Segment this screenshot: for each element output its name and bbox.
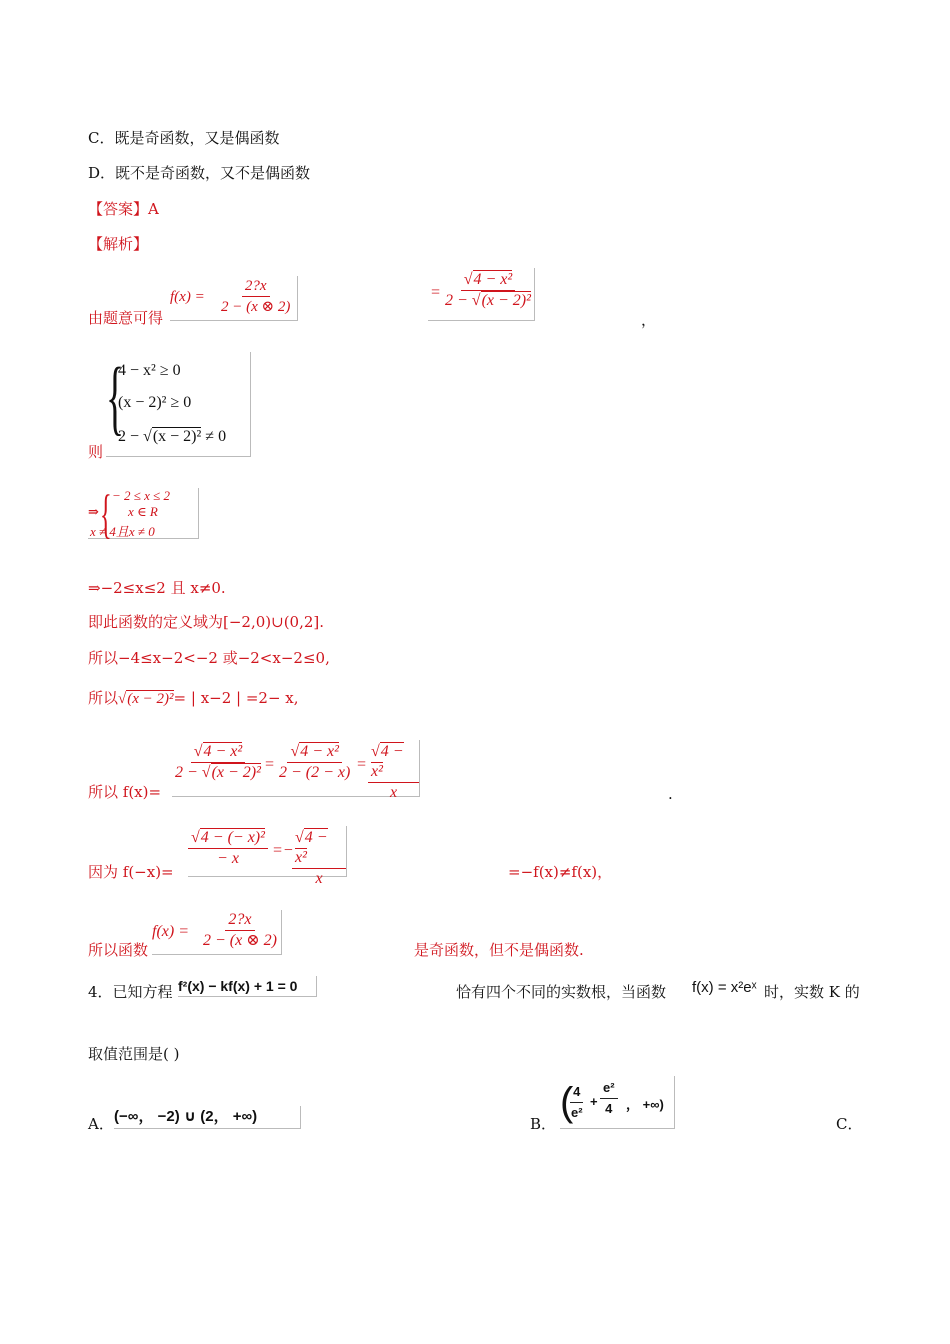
fraction-numerator: 2?x bbox=[242, 276, 270, 297]
sqrt-simplification: 所以√(x − 2)²= | x−2 | =2− x, bbox=[88, 689, 299, 707]
domain-statement: 即此函数的定义域为[−2,0)∪(0,2]. bbox=[88, 613, 325, 631]
option-a-value: (−∞， −2) ∪ (2， +∞) bbox=[114, 1106, 301, 1129]
analysis-label: 【解析】 bbox=[88, 235, 149, 253]
solution-row-3: x ≠ 4且x ≠ 0 bbox=[90, 524, 155, 539]
odd-check-result: =−f(x)≠f(x)， bbox=[508, 863, 613, 881]
radicand: 4 − x² bbox=[473, 271, 513, 288]
formula-fx-definition bbox=[170, 276, 298, 321]
implies-arrow: ⇒ bbox=[88, 504, 99, 519]
inequality-system: { 4 − x² ≥ 0 (x − 2)² ≥ 0 2 − √(x − 2)² ≠ 0 bbox=[106, 352, 251, 457]
option-a-label: A． bbox=[88, 1115, 114, 1133]
conclusion-label: 所以函数 bbox=[88, 941, 149, 959]
option-c-label: C． bbox=[836, 1115, 863, 1133]
formula-lhs: f(x) = bbox=[170, 289, 205, 305]
option-b-label: B． bbox=[530, 1115, 557, 1133]
equation-f-squared: f²(x) − kf(x) + 1 = 0 bbox=[178, 976, 317, 997]
f-minus-x-formula: $\frac{\text{√4 − (− x)²}}{- x}$ =− $\frac{\text{√4 − x²}}{x}$ bbox=[188, 826, 347, 877]
option-d: D．既不是奇函数，又不是偶函数 bbox=[88, 164, 311, 182]
system-row-2: (x − 2)² ≥ 0 bbox=[118, 394, 192, 411]
equals-sign: = bbox=[430, 284, 441, 301]
conclusion-range: ⇒−2≤x≤2 且 x≠0. bbox=[88, 579, 226, 597]
question-4-line-2: 取值范围是( ) bbox=[88, 1045, 180, 1063]
odd-check-label: 因为 f(−x)= bbox=[88, 863, 174, 881]
formula-fx-substituted: = $\frac{\text{√4 − x²}}{\text{2 − √(x − 2)²}}$ bbox=[428, 268, 535, 321]
conclusion-text: 是奇函数，但不是偶函数. bbox=[414, 941, 584, 959]
range-statement: 所以−4≤x−2<−2 或−2<x−2≤0, bbox=[88, 649, 330, 667]
question-4-middle: 恰有四个不同的实数根，当函数 bbox=[456, 983, 667, 1001]
option-c: C．既是奇函数，又是偶函数 bbox=[88, 129, 280, 147]
question-4-tail: 时，实数 K 的 bbox=[764, 983, 860, 1001]
answer-label: 【答案】A bbox=[88, 200, 159, 218]
fx-simplification-chain: $\frac{\text{√4 − x²}}{\text{2 − √(x − 2)²}}$ = $\frac{\text{√4 − x²}}{2 - (2 - x)}$ = $\frac{\text{√4 − x²}}{x}$ bbox=[172, 740, 420, 797]
system-row-3: 2 − √(x − 2)² ≠ 0 bbox=[118, 428, 227, 445]
system-row-1: 4 − x² ≥ 0 bbox=[118, 362, 181, 379]
radicand: (x − 2)² bbox=[481, 292, 531, 309]
fx-simplified-label: 所以 f(x)= bbox=[88, 783, 162, 801]
solution-row-2: x ∈ R bbox=[128, 504, 158, 519]
solution-row-1: − 2 ≤ x ≤ 2 bbox=[112, 488, 171, 503]
period: . bbox=[668, 785, 673, 803]
denominator-part: 2 − bbox=[445, 292, 468, 309]
comma: ， bbox=[641, 311, 657, 329]
function-definition: f(x) = x²eˣ bbox=[692, 979, 757, 996]
option-b-value: ( $\frac{4}{\text{e²}}$ + $\frac{\text{e²}}{4}$ ， +∞) bbox=[560, 1076, 675, 1129]
formula-fx-conclusion: f(x) = $\frac{2?x}{2 - (x \otimes 2)}$ bbox=[152, 910, 282, 955]
derivation-intro: 由题意可得 bbox=[88, 309, 164, 327]
question-4-prefix: 4．已知方程 bbox=[88, 983, 173, 1001]
then-label: 则 bbox=[88, 443, 104, 461]
fraction-denominator: 2 − (x ⊗ 2) bbox=[221, 299, 291, 315]
solution-system: ⇒ { − 2 ≤ x ≤ 2 x ∈ R x ≠ 4且x ≠ 0 bbox=[88, 488, 199, 539]
